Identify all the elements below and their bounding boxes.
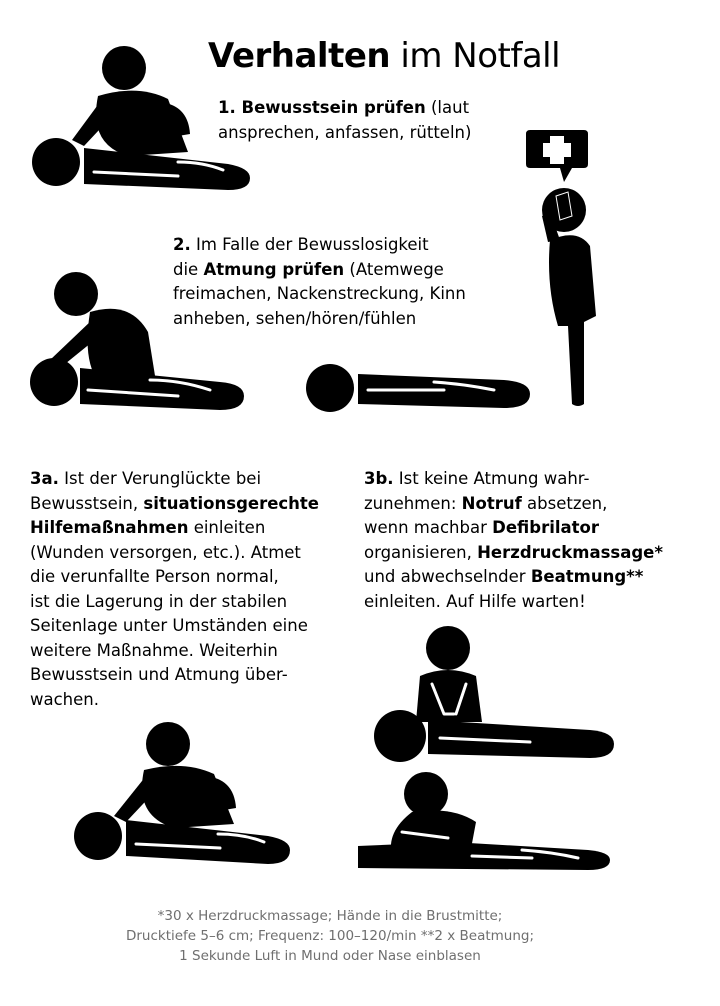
step3a-text: 3a. Ist der Verunglückte bei Bewusstsein, situationsgerechte Hilfemaßnahmen einleiten (Wunden versorgen, etc.). Atmet die verunfallte Person normal, ist die Lagerung in der stabilen Seitenlage unter Umständen eine weitere Maßnahme. Weiterhin Bewusstsein und Atmung über- wachen. (30, 469, 320, 709)
step2-text: 2. Im Falle der Bewusslosigkeit die Atmung prüfen (Atemwege freimachen, Nackenstreckung, Kinn anheben, sehen/hören/fühlen (173, 235, 466, 328)
medical-cross-speech-bubble-icon (526, 128, 588, 184)
step3b-text: 3b. Ist keine Atmung wahr- zunehmen: Notruf absetzen, wenn machbar Defibrilator organisieren, Herzdruckmassage* und abwechselnder Beatmung** einleiten. Auf Hilfe warten! (364, 469, 664, 611)
stable-position-helper-icon (58, 720, 298, 872)
page-title: Verhalten im Notfall (208, 36, 561, 76)
helper-checking-breathing-icon (30, 272, 252, 416)
chest-compression-icon (370, 626, 616, 768)
person-calling-emergency-icon (528, 186, 608, 408)
kneeling-helper-shaking-icon (28, 44, 258, 200)
lying-person-icon (304, 360, 532, 420)
rescue-breathing-icon (352, 772, 614, 872)
step1-text: 1. Bewusstsein prüfen (laut ansprechen, anfassen, rütteln) (218, 98, 472, 142)
footnote: *30 x Herzdruckmassage; Hände in die Brustmitte; Drucktiefe 5–6 cm; Frequenz: 100–120/min **2 x Beatmung; 1 Sekunde Luft in Mund oder Nase einblasen (125, 908, 535, 964)
